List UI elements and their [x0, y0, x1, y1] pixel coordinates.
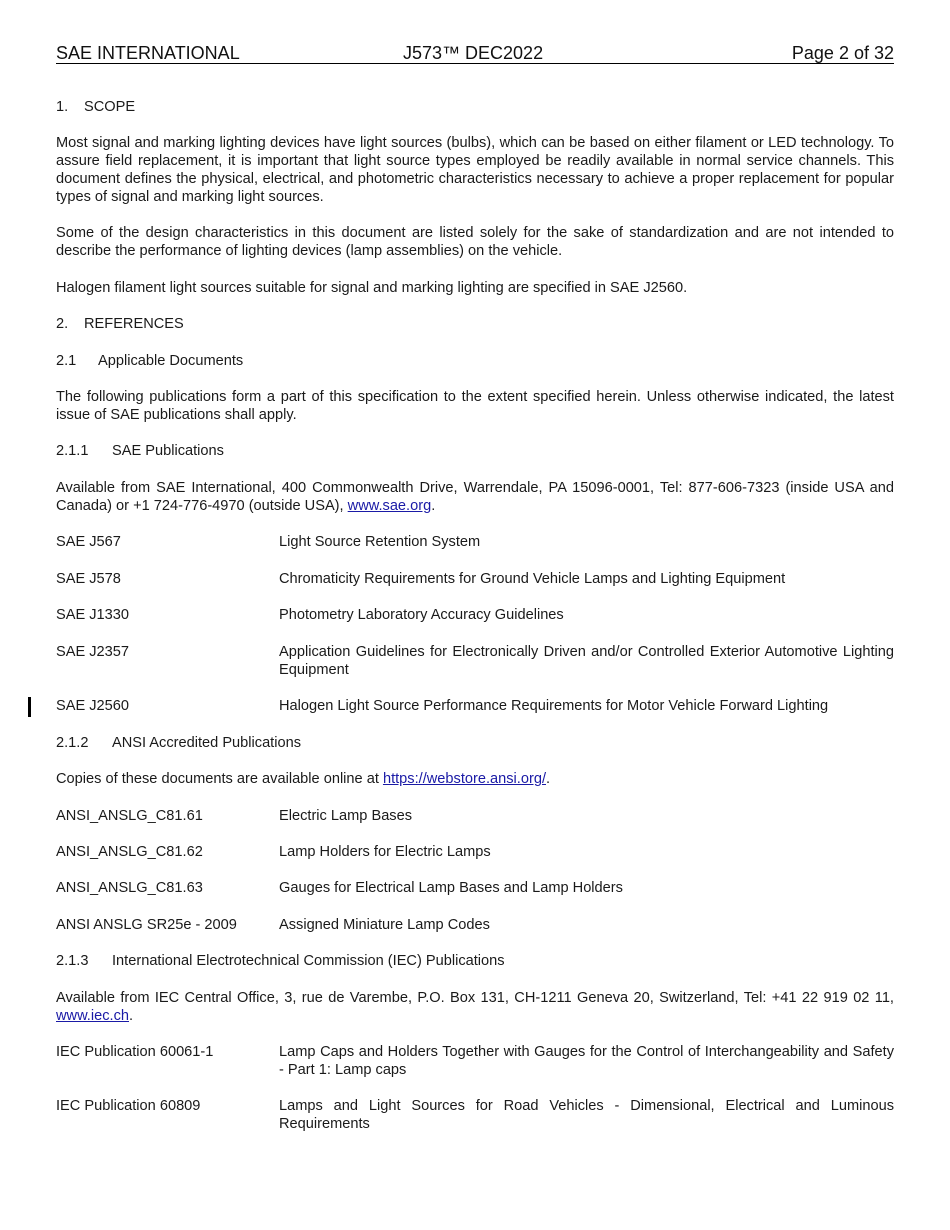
subsection-title: SAE Publications: [112, 443, 224, 459]
reference-code: IEC Publication 60809: [56, 1098, 201, 1114]
reference-title: Application Guidelines for Electronically Driven and/or Controlled Exterior Automotive Lighting Equipment: [279, 644, 894, 678]
subsection-title: Applicable Documents: [98, 353, 244, 369]
reference-title: Electric Lamp Bases: [279, 808, 413, 824]
sae-availability: [56, 479, 894, 515]
availability-end: .: [546, 771, 551, 787]
section-number: 2.: [56, 316, 69, 332]
section-title: REFERENCES: [84, 316, 184, 332]
reference-code: ANSI_ANSLG_C81.62: [56, 844, 203, 860]
subsection-number: 2.1.1: [56, 443, 89, 459]
iec-link[interactable]: www.iec.ch: [56, 1008, 129, 1024]
section-heading-scope: [56, 98, 894, 116]
scope-paragraph-3: Halogen filament light sources suitable for signal and marking lighting are specified in SAE J2560.: [56, 280, 688, 296]
reference-title: Assigned Miniature Lamp Codes: [279, 917, 490, 933]
reference-code: ANSI_ANSLG_C81.61: [56, 808, 203, 824]
section-number: 1.: [56, 99, 69, 115]
reference-code: SAE J567: [56, 534, 121, 550]
subsection-heading-sae: [56, 442, 894, 460]
subsection-title: ANSI Accredited Publications: [112, 735, 302, 751]
header-doc-id: J573™ DEC2022: [403, 43, 544, 63]
scope-paragraph-1: Most signal and marking lighting devices have light sources (bulbs), which can be based on either filament or LED technology. To assure field replacement, it is important that light source types employed be readily available in normal service channels. This document defines the physical, electrical, and photometric characteristics necessary to achieve a proper replacement for popular types of signal and marking light sources.: [56, 135, 894, 205]
section-heading-references: [56, 315, 894, 333]
reference-code: SAE J2560: [56, 698, 130, 714]
header-page-number: Page 2 of 32: [791, 43, 894, 63]
page-header: [56, 43, 894, 64]
scope-paragraph-2: Some of the design characteristics in this document are listed solely for the sake of standardization and are not intended to describe the performance of lighting devices (lamp assemblies) on the vehicle.: [56, 225, 894, 259]
subsection-heading-ansi: [56, 734, 894, 752]
reference-code: SAE J1330: [56, 607, 130, 623]
ansi-link[interactable]: https://webstore.ansi.org/: [382, 771, 546, 787]
iec-availability: [56, 989, 894, 1025]
header-org: SAE INTERNATIONAL: [56, 43, 240, 63]
availability-text: Available from IEC Central Office, 3, rue de Varembe, P.O. Box 131, CH-1211 Geneva 20, Switzerland, Tel: +41 22 919 02 11,: [56, 990, 894, 1006]
reference-title: Photometry Laboratory Accuracy Guidelines: [279, 607, 564, 623]
reference-title: Halogen Light Source Performance Requirements for Motor Vehicle Forward Lighting: [279, 698, 829, 714]
reference-code: ANSI_ANSLG_C81.63: [56, 880, 203, 896]
subsection-number: 2.1.3: [56, 953, 89, 969]
reference-title: Lamp Holders for Electric Lamps: [279, 844, 491, 860]
subsection-heading-iec: [56, 952, 894, 970]
availability-end: .: [129, 1008, 134, 1024]
subsection-number: 2.1: [56, 353, 77, 369]
reference-title: Chromaticity Requirements for Ground Vehicle Lamps and Lighting Equipment: [279, 571, 786, 587]
reference-code: SAE J2357: [56, 644, 130, 660]
availability-text: Copies of these documents are available online at: [56, 771, 383, 787]
ansi-availability: [56, 770, 894, 788]
reference-title: Lamps and Light Sources for Road Vehicles - Dimensional, Electrical and Luminous Requirements: [279, 1098, 894, 1132]
reference-code: ANSI ANSLG SR25e - 2009: [56, 917, 237, 933]
availability-end: .: [431, 498, 436, 514]
subsection-title: International Electrotechnical Commission (IEC) Publications: [112, 953, 505, 969]
reference-title: Light Source Retention System: [279, 534, 481, 550]
subsection-number: 2.1.2: [56, 735, 89, 751]
subsection-heading-applicable: [56, 352, 894, 370]
reference-code: IEC Publication 60061-1: [56, 1044, 214, 1060]
availability-text: Available from SAE International, 400 Commonwealth Drive, Warrendale, PA 15096-0001, Tel: 877-606-7323 (inside USA and Canada) or +1 724-776-4970 (outside USA),: [56, 480, 894, 514]
sae-link[interactable]: www.sae.org: [347, 498, 432, 514]
applicable-paragraph: The following publications form a part of this specification to the extent specified herein. Unless otherwise indicated, the latest issue of SAE publications shall apply.: [56, 389, 894, 423]
reference-title: Lamp Caps and Holders Together with Gauges for the Control of Interchangeability and Safety - Part 1: Lamp caps: [279, 1044, 894, 1078]
change-bar: [28, 697, 31, 717]
reference-title: Gauges for Electrical Lamp Bases and Lamp Holders: [279, 880, 623, 896]
reference-code: SAE J578: [56, 571, 121, 587]
section-title: SCOPE: [84, 99, 136, 115]
